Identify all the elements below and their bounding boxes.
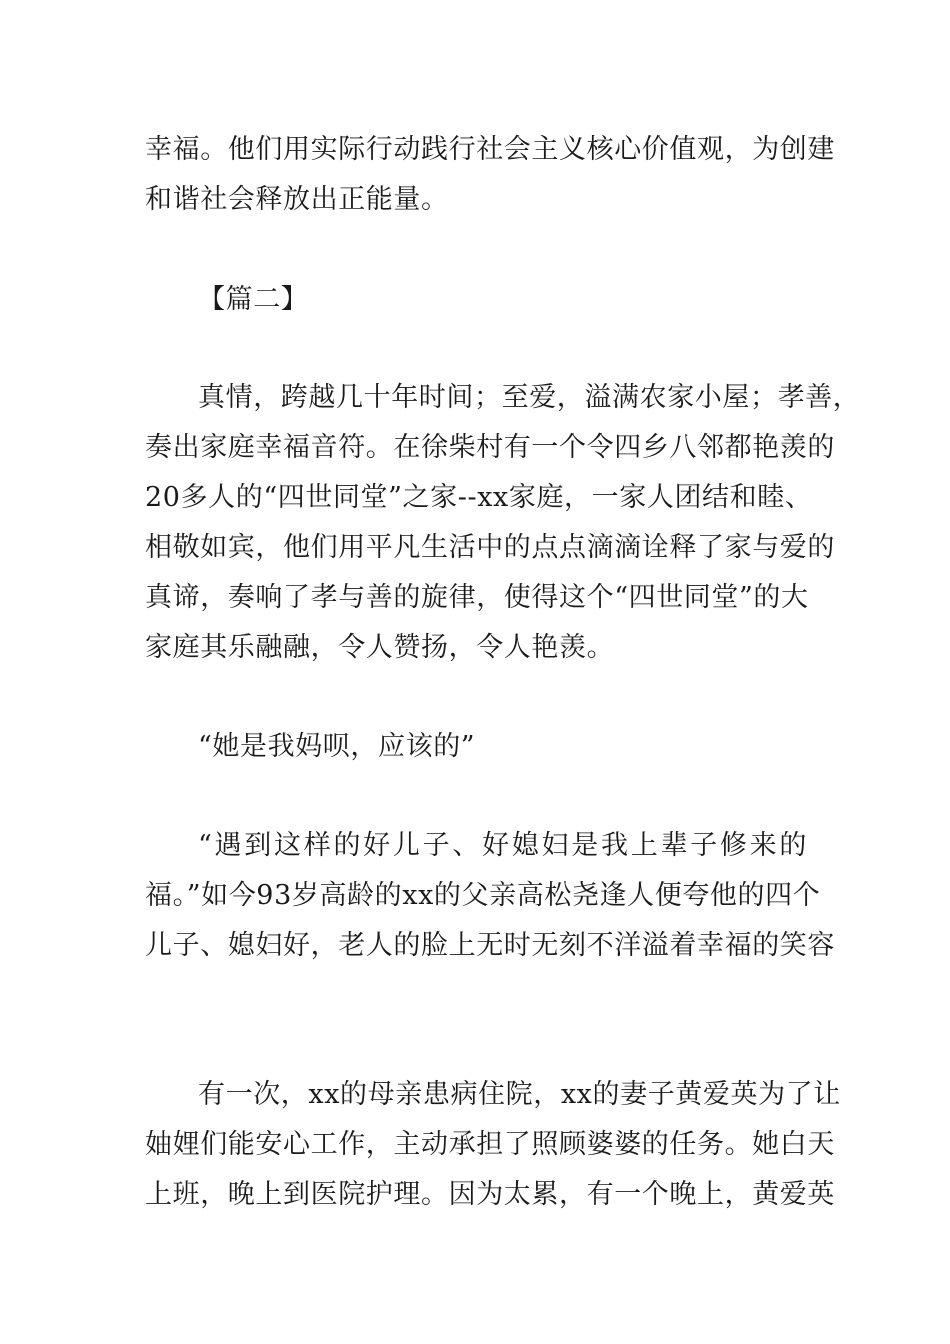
paragraph-3-line-2: 福。”如今93岁高龄的xx的父亲高松尧逢人便夸他的四个 <box>145 880 821 911</box>
paragraph-4-line-2: 妯娌们能安心工作，主动承担了照顾婆婆的任务。她白天 <box>145 1129 835 1160</box>
paragraph-1-line-2: 和谐社会释放出正能量。 <box>145 184 449 215</box>
paragraph-2-line-2: 奏出家庭幸福音符。在徐柴村有一个令四乡八邻都艳羡的 <box>145 432 835 463</box>
paragraph-3-line-3: 儿子、媳妇好，老人的脸上无时无刻不洋溢着幸福的笑容 <box>145 930 835 961</box>
paragraph-2-line-5: 真谛，奏响了孝与善的旋律，使得这个“四世同堂”的大 <box>145 582 809 613</box>
paragraph-2-line-6: 家庭其乐融融，令人赞扬，令人艳羡。 <box>145 632 615 663</box>
paragraph-2-line-1: 真情，跨越几十年时间；至爱，溢满农家小屋；孝善， <box>198 382 861 413</box>
subheading-quote: “她是我妈呗，应该的” <box>198 731 476 762</box>
paragraph-2-line-3: 20多人的“四世同堂”之家--xx家庭，一家人团结和睦、 <box>145 482 813 513</box>
section-heading: 【篇二】 <box>198 284 309 315</box>
paragraph-3-line-1: “遇到这样的好儿子、好媳妇是我上辈子修来的 <box>198 830 807 861</box>
paragraph-2-line-4: 相敬如宾，他们用平凡生活中的点点滴滴诠释了家与爱的 <box>145 532 835 563</box>
paragraph-4-line-3: 上班，晚上到医院护理。因为太累，有一个晚上，黄爱英 <box>145 1179 835 1210</box>
paragraph-4-line-1: 有一次，xx的母亲患病住院，xx的妻子黄爱英为了让 <box>198 1079 841 1110</box>
paragraph-1-line-1: 幸福。他们用实际行动践行社会主义核心价值观，为创建 <box>145 134 835 165</box>
